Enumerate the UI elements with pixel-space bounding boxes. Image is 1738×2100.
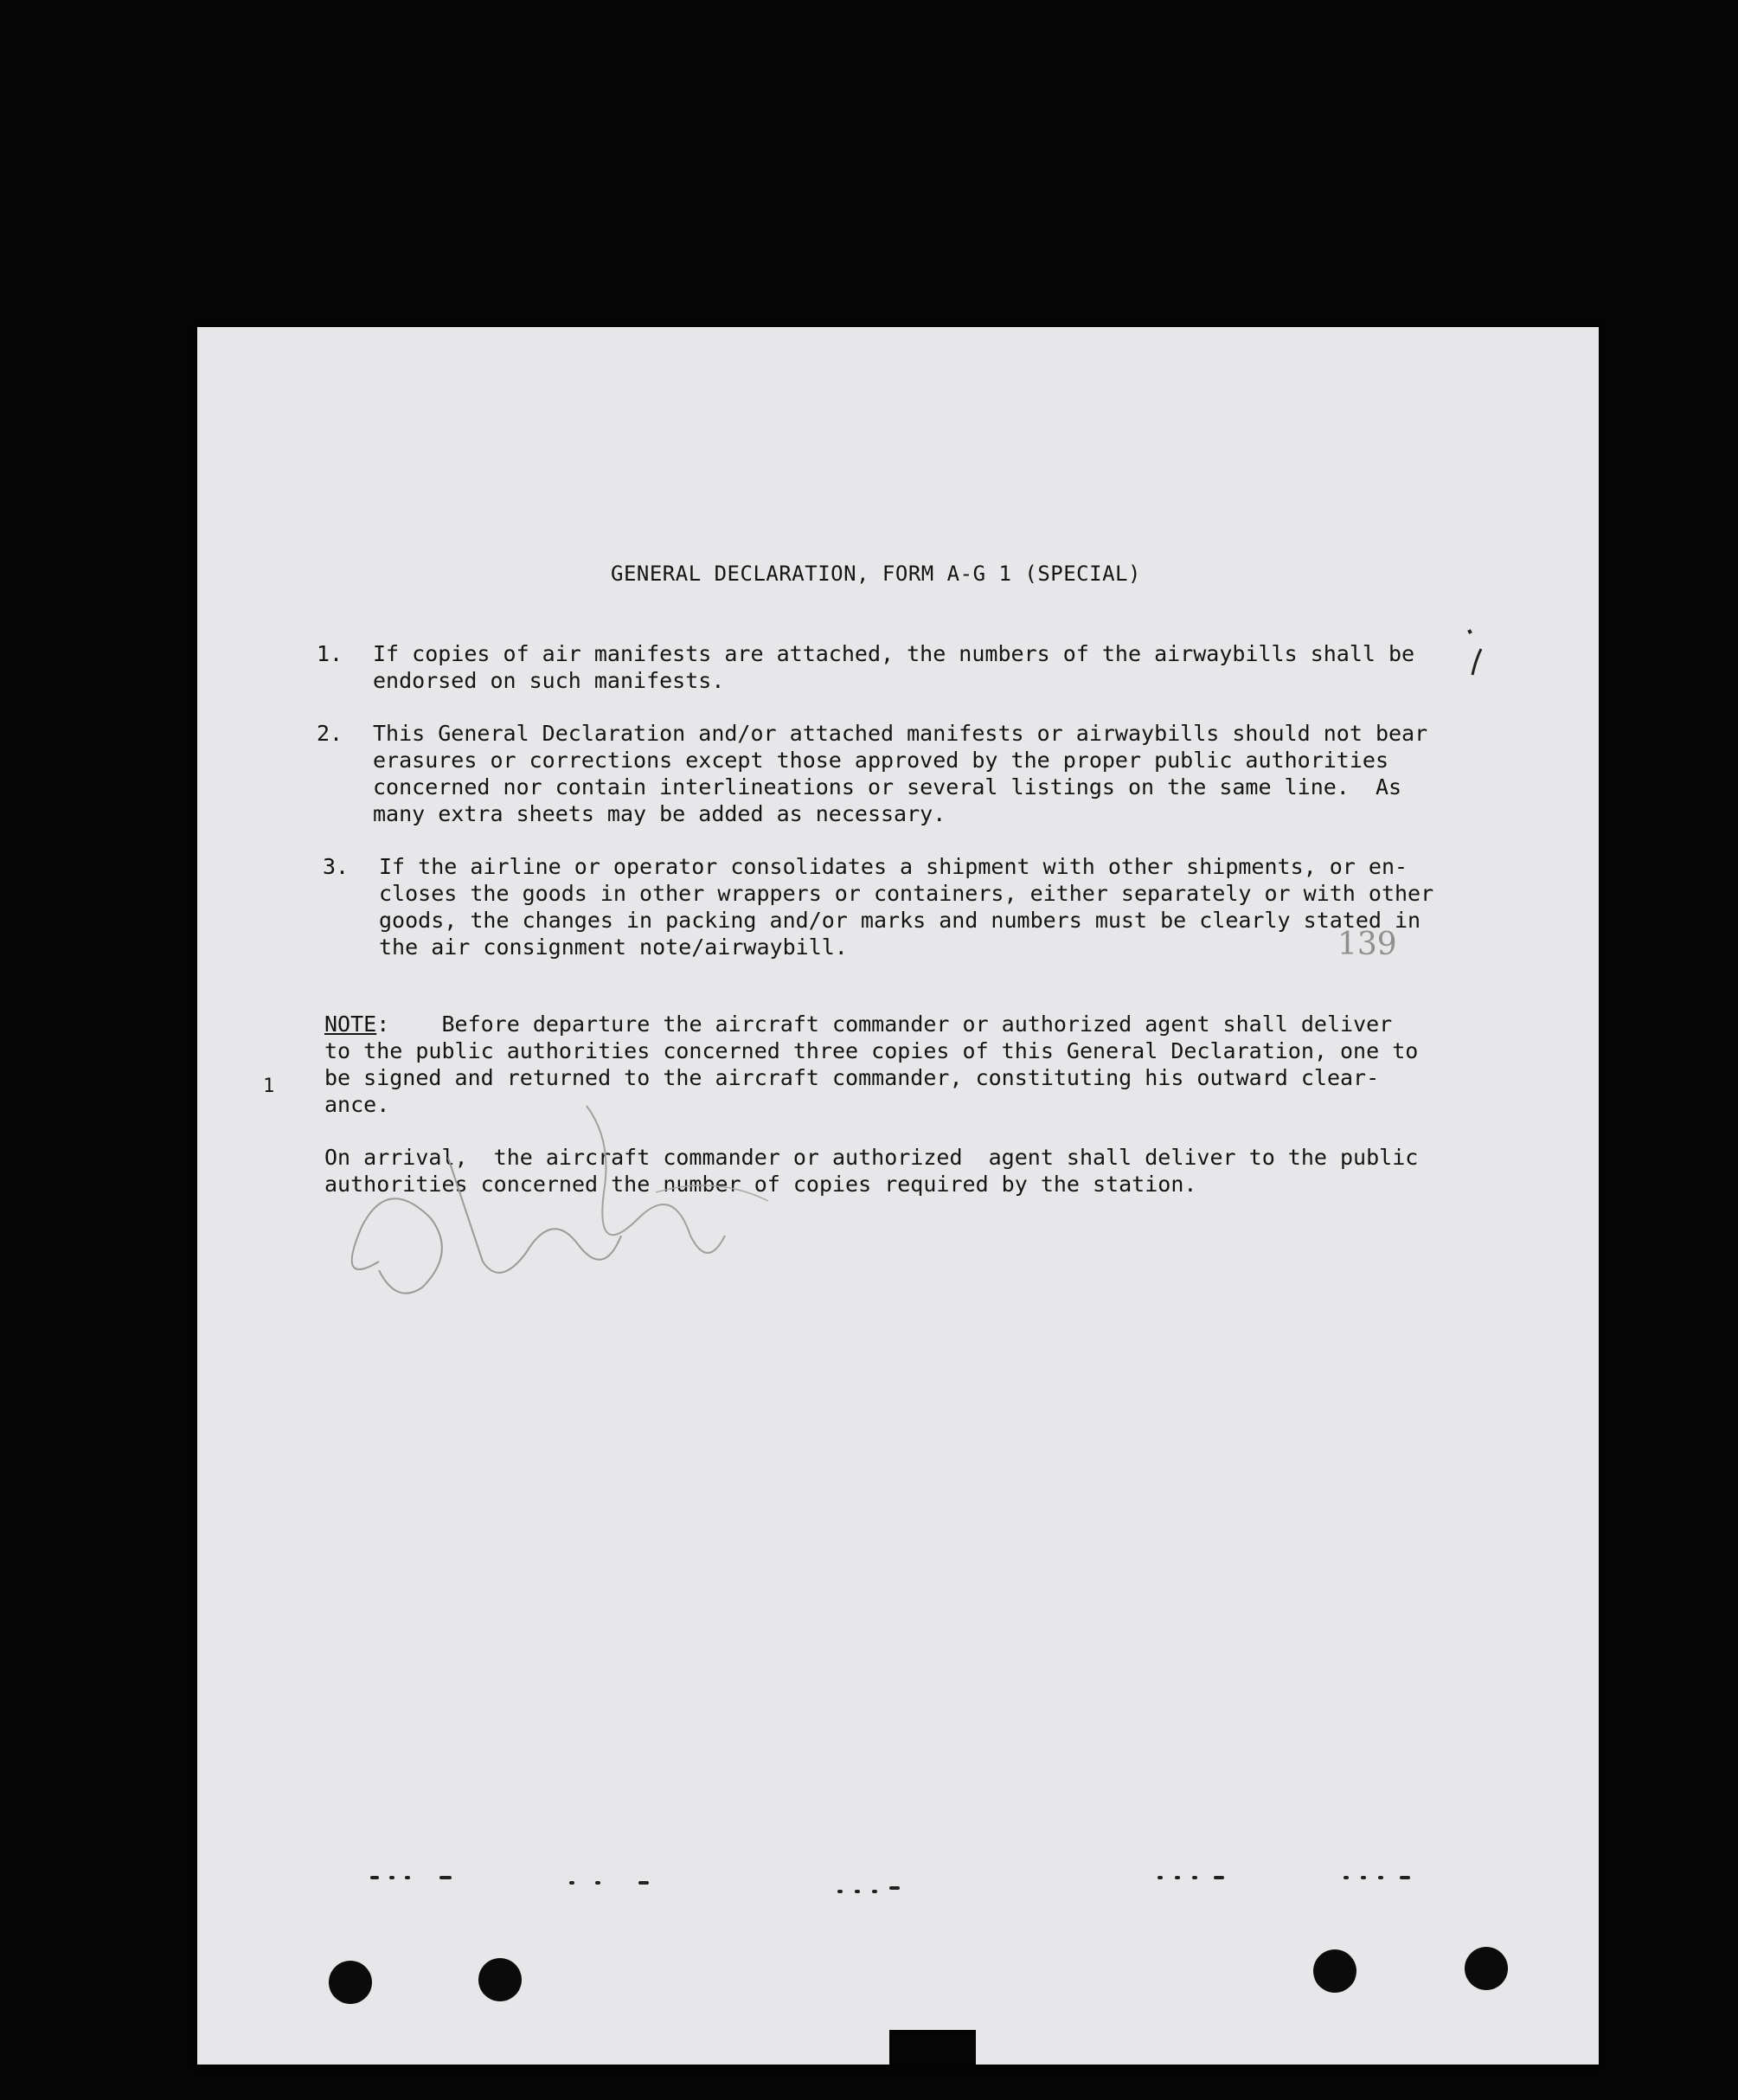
item-2-line-4: many extra sheets may be added as necessary.: [373, 801, 946, 826]
item-2-line-1: This General Declaration and/or attached manifests or airwaybills should not bear: [373, 721, 1428, 746]
item-1-line-1: If copies of air manifests are attached, the numbers of the airwaybills shall be: [373, 641, 1415, 666]
note-line-3: be signed and returned to the aircraft commander, constituting his outward clear-: [324, 1065, 1380, 1090]
item-3-line-3: goods, the changes in packing and/or marks and numbers must be clearly stated in: [379, 908, 1421, 933]
document-title: GENERAL DECLARATION, FORM A-G 1 (SPECIAL): [611, 562, 1141, 586]
dashed-marks: [197, 1876, 1599, 1902]
arrival-line-2: authorities concerned the number of copies required by the station.: [324, 1172, 1197, 1197]
punch-hole: [1465, 1947, 1508, 1990]
item-1-number: 1.: [317, 641, 343, 666]
margin-mark: 1: [263, 1076, 275, 1097]
binding-tab: [889, 2030, 976, 2065]
item-3-line-4: the air consignment note/airwaybill.: [379, 934, 848, 960]
item-3-line-2: closes the goods in other wrappers or containers, either separately or with other: [379, 881, 1434, 906]
document-page: [197, 327, 1599, 2065]
arrival-line-1: On arrival, the aircraft commander or authorized agent shall deliver to the public: [324, 1145, 1419, 1170]
note-line-1-text: : Before departure the aircraft commander or authorized agent shall deliver: [376, 1011, 1393, 1037]
note-label: NOTE: [324, 1011, 377, 1037]
item-2-line-3: concerned nor contain interlineations or several listings on the same line. As: [373, 774, 1402, 800]
punch-hole: [478, 1958, 522, 2001]
signature-scribble: [327, 1089, 811, 1313]
stamp-number: 139: [1337, 927, 1397, 962]
item-3-line-1: If the airline or operator consolidates a shipment with other shipments, or en-: [379, 854, 1408, 879]
note-line-2: to the public authorities concerned three copies of this General Declaration, one to: [324, 1038, 1419, 1063]
item-2-line-2: erasures or corrections except those approved by the proper public authorities: [373, 748, 1388, 773]
item-1-line-2: endorsed on such manifests.: [373, 668, 725, 693]
item-3-number: 3.: [323, 854, 350, 879]
note-line-4: ance.: [324, 1092, 390, 1117]
pen-tick-mark: [1460, 623, 1495, 684]
punch-hole: [329, 1961, 372, 2004]
punch-hole: [1313, 1949, 1356, 1993]
note-line-1: [324, 1011, 1392, 1037]
item-2-number: 2.: [317, 721, 343, 746]
